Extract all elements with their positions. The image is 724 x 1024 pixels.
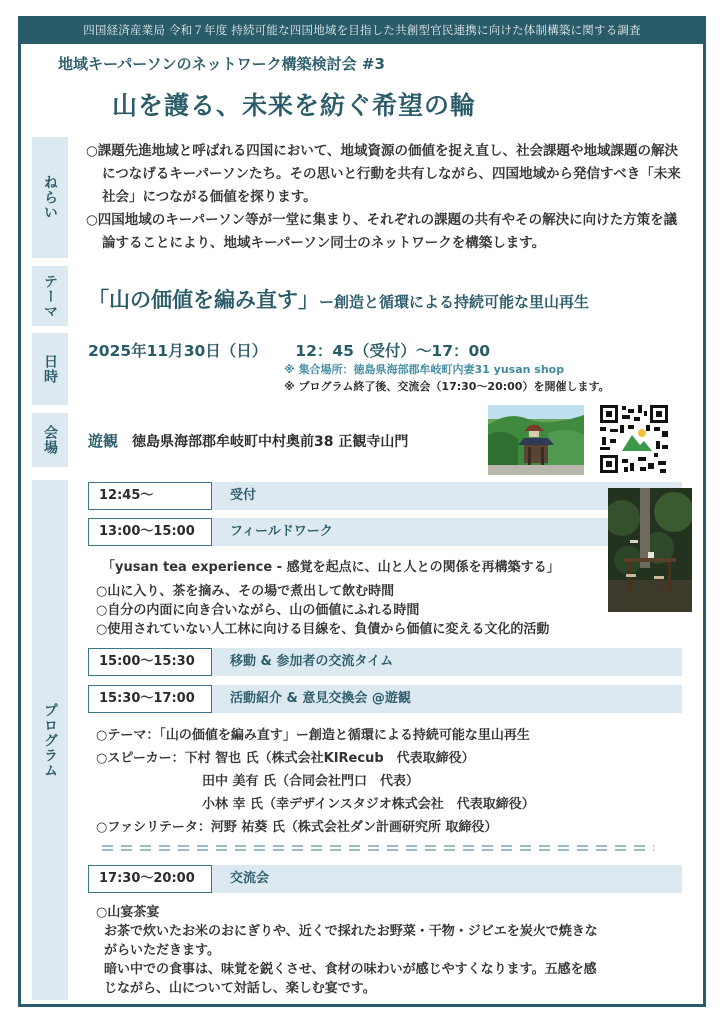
venue-info: [88, 430, 408, 451]
theme-main: 「山の価値を編み直す」: [88, 288, 319, 312]
program-time: 15:30～17:00: [88, 685, 212, 713]
venue-name: 遊観: [88, 432, 119, 450]
party-line: お茶で炊いたお米のおにぎりや、近くで採れたお野菜・干物・ジビエを炭火で焼きな: [104, 924, 598, 939]
venue-address: 徳島県海部郡牟岐町中村奥前38 正観寺山門: [132, 434, 409, 450]
program-row: [88, 482, 682, 510]
party-line: がらいただきます。: [104, 943, 220, 958]
section-divider: [102, 845, 654, 851]
program-row: [88, 648, 682, 676]
program-title: 交流会: [230, 871, 270, 886]
program-time: 15:00～15:30: [88, 648, 212, 676]
party-line: 暗い中での食事は、味覚を鋭くさせ、食材の味わいが感じやすくなります。五感を感: [104, 962, 597, 977]
aim-paragraph: ○課題先進地域と呼ばれる四国において、地域資源の価値を捉え直し、社会課題や地域課題の解決につなげるキーパーソンたち。その思いと行動を共有しながら、四国地域から発信すべき「未来社会」につながる価値を探ります。: [86, 143, 681, 205]
forest-tea-photo: [608, 488, 692, 612]
afterparty-note: ※ プログラム終了後、交流会（17:30～20:00）を開催します。: [284, 380, 610, 393]
program-time: 17:30～20:00: [88, 865, 212, 893]
time-text: 12：45（受付）～17：00: [295, 342, 491, 360]
speaker: 田中 美有 氏（合同会社門口 代表）: [202, 774, 420, 789]
program-title: 移動 & 参加者の交流タイム: [230, 654, 394, 669]
list-item: ○自分の内面に向き合いながら、山の価値にふれる時間: [96, 603, 420, 618]
speaker-line: [96, 770, 535, 793]
party-details: [96, 903, 598, 998]
program-row: [88, 865, 682, 893]
program-time: 12:45～: [88, 482, 212, 510]
event-subtitle: 地域キーパーソンのネットワーク構築検討会 #3: [58, 55, 385, 73]
fieldwork-heading: 「yusan tea experience - 感覚を起点に、山と人との関係を再構築する」: [102, 560, 560, 575]
speaker: 下村 智也 氏（株式会社KIRecub 代表取締役）: [184, 751, 475, 766]
program-title: 受付: [230, 488, 257, 503]
aim-text: [86, 140, 686, 255]
temple-gate-photo: [488, 405, 584, 475]
list-item: ○山に入り、茶を摘み、その場で煮出して飲む時間: [96, 584, 395, 599]
program-row: [88, 685, 682, 713]
discussion-theme: ○テーマ：「山の価値を編み直す」ー創造と循環による持続可能な里山再生: [96, 728, 530, 743]
facilitator: ○ファシリテータ：河野 祐葵 氏（株式会社ダン計画研究所 取締役）: [96, 820, 498, 835]
speaker-label: ○スピーカー：: [96, 751, 185, 766]
program-time: 13:00～15:00: [88, 518, 212, 546]
event-date: [88, 339, 490, 361]
page-title: 山を護る、未来を紡ぐ希望の輪: [112, 91, 477, 120]
meeting-place-note: ※ 集合場所：徳島県海部郡牟岐町内妻31 yusan shop: [284, 363, 565, 376]
qr-code[interactable]: [598, 403, 670, 475]
party-heading: ○山宴茶宴: [96, 905, 160, 920]
speaker-line: [96, 747, 535, 770]
date-text: 2025年11月30日（日）: [88, 342, 268, 360]
speaker-line: [96, 793, 535, 816]
section-label-aim: ねらい: [32, 137, 68, 258]
party-line: じながら、山について対話し、楽しむ宴です。: [104, 981, 376, 996]
program-title: フィールドワーク: [230, 524, 333, 539]
program-row: [88, 518, 682, 546]
section-label-program: プログラム: [32, 480, 68, 1000]
discussion-details: [96, 724, 535, 839]
list-item: ○使用されていない人工林に向ける目線を、負債から価値に変える文化的活動: [96, 622, 550, 637]
program-title: 活動紹介 & 意見交換会 @遊観: [230, 691, 411, 706]
section-label-theme: テーマ: [32, 266, 68, 326]
header-band: 四国経済産業局 令和７年度 持続可能な四国地域を目指した共創型官民連携に向けた体制構築に関する調査: [18, 16, 706, 44]
speaker: 小林 幸 氏（幸デザインスタジオ株式会社 代表取締役）: [202, 797, 535, 812]
aim-paragraph: ○四国地域のキーパーソン等が一堂に集まり、それぞれの課題の共有やその解決に向けた方策を議論することにより、地域キーパーソン同士のネットワークを構築します。: [86, 212, 678, 251]
fieldwork-list: [96, 582, 549, 639]
theme-sub: ー創造と循環による持続可能な里山再生: [319, 293, 590, 311]
theme-heading: [88, 284, 589, 314]
section-label-datetime: 日時: [32, 333, 68, 405]
section-label-venue: 会場: [32, 413, 68, 467]
